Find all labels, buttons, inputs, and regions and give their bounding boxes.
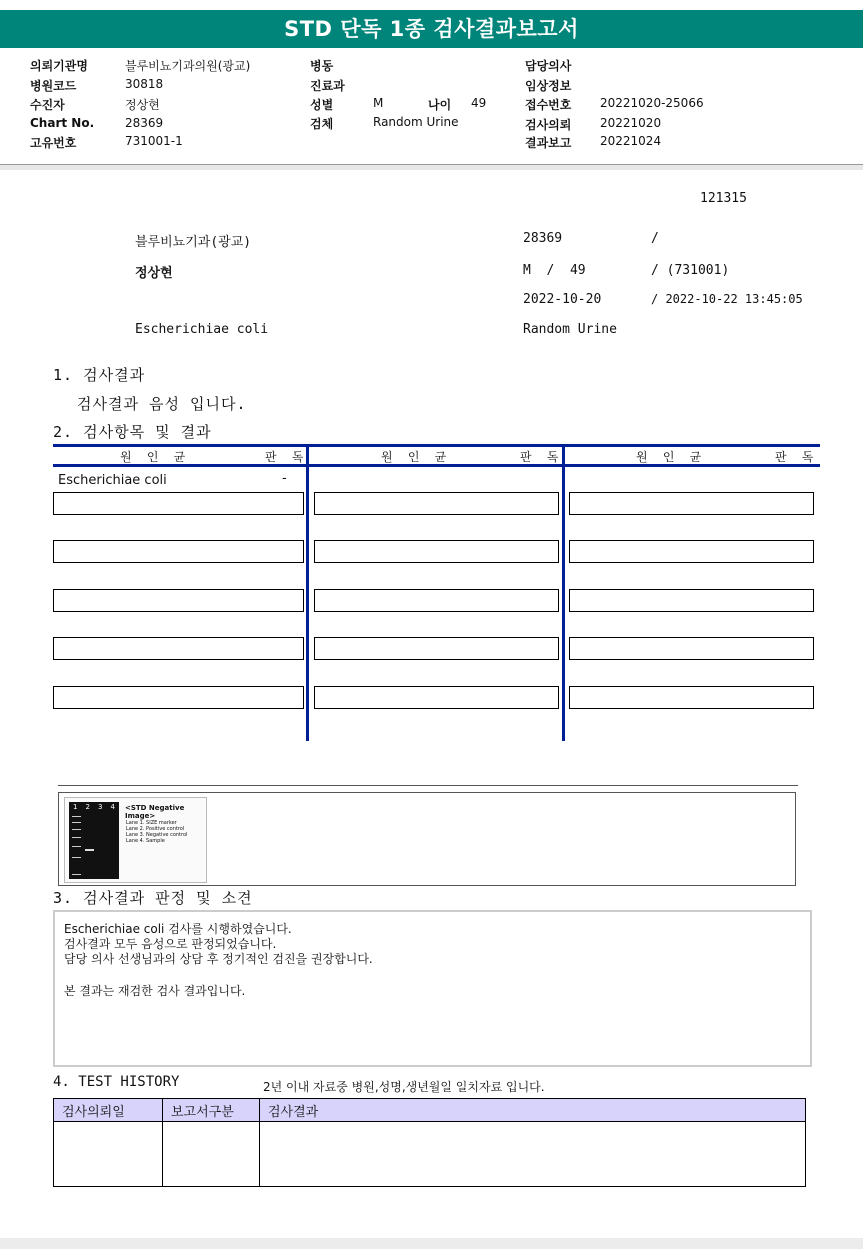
col-judge-2: 판 독 [520,450,563,464]
age-label: 나이 [428,98,452,112]
receipt-no-label: 접수번호 [525,98,572,112]
info-test: Escherichiae coli [135,322,269,337]
gel-band [72,857,81,858]
col-organism-3: 원 인 균 [636,450,706,464]
gel-band-positive [85,849,94,851]
chart-no-label: Chart No. [30,116,95,130]
info-sex-age: M / 49 [523,263,586,278]
section-4-title: 4. TEST HISTORY [53,1074,180,1090]
section-1-result: 검사결과 음성 입니다. [77,395,247,413]
result-organism: Escherichiae coli [58,473,167,488]
report-date-label: 결과보고 [525,136,572,150]
gel-band [72,816,81,817]
result-cell [569,589,814,612]
result-cell [314,492,559,515]
result-cell [314,686,559,709]
info-chart: 28369 [523,231,563,246]
result-cell [569,540,814,563]
gel-legend-3: Lane 3. Negative control [126,832,188,838]
gel-legend-1: Lane 1. SIZE marker [126,820,177,826]
gel-photo [69,802,119,879]
history-col-result: 검사결과 [260,1099,806,1122]
col-organism-2: 원 인 균 [381,450,451,464]
report-title: STD 단독 1종 검사결과보고서 [0,10,863,48]
opinion-line-1: Escherichiae coli 검사를 시행하였습니다. [64,922,292,936]
patient-label: 수진자 [30,98,65,112]
result-cell [314,589,559,612]
info-specimen: Random Urine [523,322,617,337]
report-date-value: 20221024 [600,134,662,148]
hospital-code-label: 병원코드 [30,79,77,93]
hospital-name-label: 의뢰기관명 [30,59,88,73]
result-cell [314,540,559,563]
gel-lane-2: 2 [85,803,90,811]
gel-band [72,829,81,830]
specimen-value: Random Urine [373,115,459,129]
request-date-label: 검사의뢰 [525,118,572,132]
result-cell [53,589,304,612]
gel-legend [126,820,187,844]
col-judge-1: 판 독 [265,450,308,464]
gel-band [72,846,81,847]
sex-label: 성별 [310,98,334,112]
receipt-no-value: 20221020-25066 [600,96,704,110]
history-header-row [54,1099,806,1122]
gel-lane-4: 4 [110,803,115,811]
history-col-request-date: 검사의뢰일 [54,1099,163,1122]
info-slash: / [651,231,659,246]
history-cell [260,1122,806,1187]
gel-top-rule [58,785,798,786]
specimen-label: 검체 [310,117,334,131]
table-top-rule [53,444,820,447]
opinion-line-2: 검사결과 모두 음성으로 판정되었습니다. [64,937,277,951]
history-note: 2년 이내 자료중 병원,성명,생년월일 일치자료 입니다. [263,1080,545,1094]
doctor-label: 담당의사 [525,59,572,73]
gel-lane-numbers [69,803,119,811]
info-patient: 정상현 [135,266,173,281]
history-table [53,1098,806,1187]
hospital-name-value: 블루비뇨기과의원(광교) [125,59,251,73]
opinion-line-3: 담당 의사 선생님과의 상담 후 정기적인 검진을 권장합니다. [64,952,373,966]
info-id: / (731001) [651,263,730,278]
header-band [0,165,863,170]
history-col-report-type: 보고서구분 [163,1099,260,1122]
info-date-reported: / 2022-10-22 13:45:05 [651,292,803,306]
department-label: 진료과 [310,79,345,93]
sex-value: M [373,96,384,110]
result-cell [53,540,304,563]
chart-no-value: 28369 [125,116,164,130]
section-3-title: 3. 검사결과 판정 및 소견 [53,889,253,907]
gel-legend-2: Lane 2. Positive control [126,826,185,832]
age-value: 49 [471,96,487,110]
gel-band [72,822,81,823]
table-divider-2 [562,444,565,741]
result-cell [53,686,304,709]
ward-label: 병동 [310,59,334,73]
info-date-received: 2022-10-20 [523,292,602,307]
gel-lane-3: 3 [98,803,103,811]
gel-title: <STD Negative Image> [125,804,185,820]
table-divider-1 [306,444,309,741]
hospital-code-value: 30818 [125,77,164,91]
col-organism-1: 원 인 균 [120,450,190,464]
unique-id-value: 731001-1 [125,134,183,148]
report-code: 121315 [700,191,747,206]
unique-id-label: 고유번호 [30,136,77,150]
result-judgement: - [282,471,287,486]
section-1-title: 1. 검사결과 [53,366,146,384]
footer-band [0,1238,863,1249]
result-cell [569,492,814,515]
gel-image [64,797,207,883]
result-cell [53,637,304,660]
info-hospital: 블루비뇨기과(광교) [135,235,252,250]
result-cell [53,492,304,515]
result-cell [314,637,559,660]
clinical-info-label: 임상정보 [525,79,572,93]
opinion-line-5: 본 결과는 재검한 검사 결과입니다. [64,984,246,998]
history-cell [163,1122,260,1187]
col-judge-3: 판 독 [775,450,818,464]
gel-band [72,874,81,875]
request-date-value: 20221020 [600,116,662,130]
patient-value: 정상현 [125,98,160,112]
gel-legend-4: Lane 4. Sample [126,838,165,844]
result-cell [569,637,814,660]
section-2-title: 2. 검사항목 및 결과 [53,423,212,441]
history-cell [54,1122,163,1187]
history-empty-row [54,1122,806,1187]
result-cell [569,686,814,709]
gel-band [72,837,81,838]
gel-lane-1: 1 [73,803,78,811]
